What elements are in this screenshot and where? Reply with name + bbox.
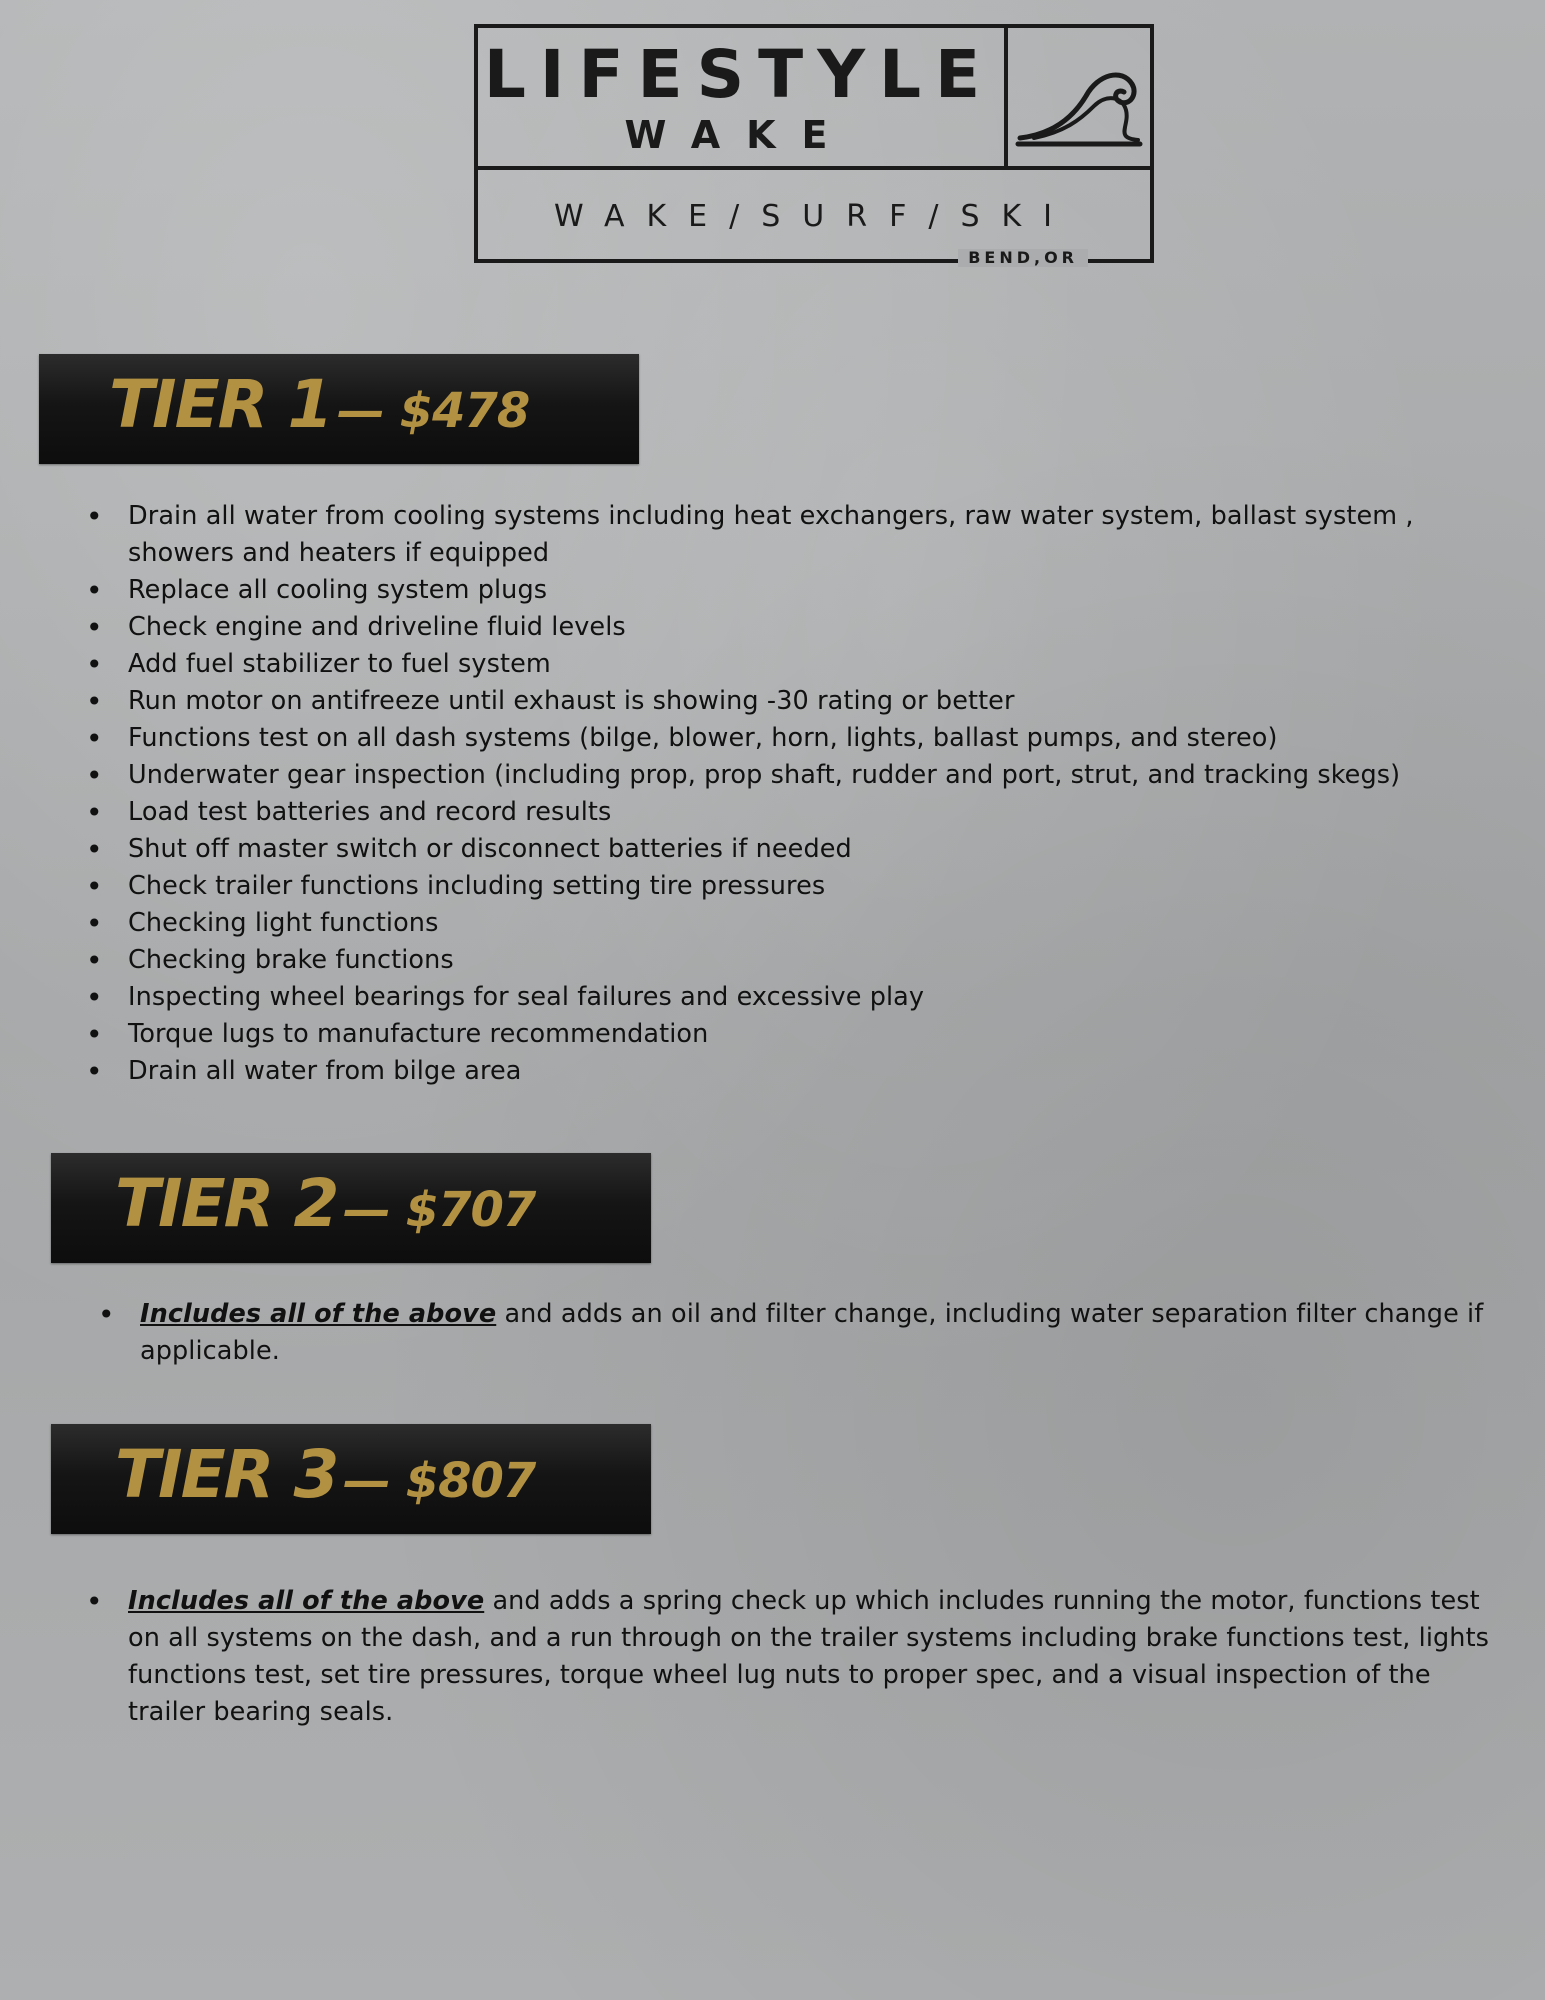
tier-2-list [96,1296,1496,1370]
list-item: • Load test batteries and record results [84,794,1504,831]
list-item [96,1296,1496,1370]
tier-3-description: and adds a spring check up which includes running the motor, functions test on all systems on the dash, and a run through on the trailer systems including brake functions test, lights functions test, set tire pressures, torque wheel lug nuts to proper spec, and a visual inspection of the trailer bearing seals. [128,1586,1490,1727]
tier-1-price: — $478 [336,383,530,439]
list-item: • Torque lugs to manufacture recommendation [84,1016,1504,1053]
tier-2-description: and adds an oil and filter change, including water separation filter change if applicable. [140,1299,1484,1366]
wave-icon [1014,46,1144,156]
list-item: • Checking light functions [84,905,1504,942]
list-item: • Shut off master switch or disconnect batteries if needed [84,831,1504,868]
logo-title: LIFESTYLE [483,36,995,113]
includes-above-emphasis: Includes all of the above [140,1299,497,1329]
list-item [84,1583,1504,1731]
list-item: • Checking brake functions [84,942,1504,979]
logo-divider-vertical [1004,24,1008,170]
tier-3-price: — $807 [342,1453,536,1509]
tier-3-list [84,1583,1504,1731]
brand-logo [474,24,1158,267]
list-item: • Inspecting wheel bearings for seal failures and excessive play [84,979,1504,1016]
list-item: • Drain all water from bilge area [84,1053,1504,1090]
list-item: • Check engine and driveline fluid levels [84,609,1504,646]
list-item: • Functions test on all dash systems (bilge, blower, horn, lights, ballast pumps, and stereo) [84,720,1504,757]
includes-above-emphasis: Includes all of the above [128,1586,485,1616]
logo-tagline: WAKE/SURF/SKI [553,199,1075,234]
tier-1-list [84,498,1504,1090]
logo-divider-horizontal [474,166,1154,170]
tier-2-name: TIER 2 [115,1165,338,1242]
logo-subtitle: WAKE [624,113,854,157]
tier-1-name: TIER 1 [109,366,332,443]
tier-3-banner [51,1424,651,1534]
list-item: • Check trailer functions including setting tire pressures [84,868,1504,905]
list-item: • Replace all cooling system plugs [84,572,1504,609]
tier-1-banner [39,354,639,464]
list-item: • Run motor on antifreeze until exhaust is showing -30 rating or better [84,683,1504,720]
list-item: • Underwater gear inspection (including prop, prop shaft, rudder and port, strut, and tracking skegs) [84,757,1504,794]
list-item: • Drain all water from cooling systems including heat exchangers, raw water system, ballast system , showers and heaters if equipped [84,498,1504,572]
tier-2-price: — $707 [342,1182,536,1238]
tier-2-banner [51,1153,651,1263]
logo-location: BEND,OR [958,249,1088,267]
list-item: • Add fuel stabilizer to fuel system [84,646,1504,683]
tier-3-name: TIER 3 [115,1436,338,1513]
